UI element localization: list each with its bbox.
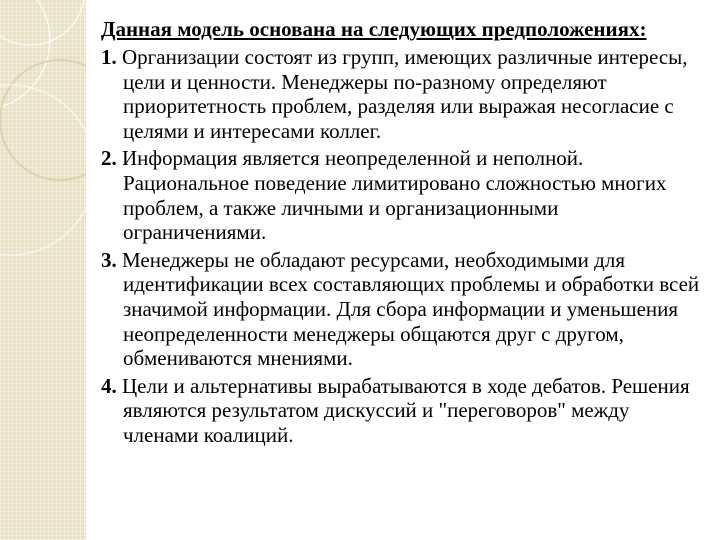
slide-content <box>101 17 706 448</box>
list-item <box>101 146 706 244</box>
item-text: Цели и альтернативы вырабатываются в ходе дебатов. Решения являются результатом дискуссий и "переговоров" между членами коалиций. <box>116 373 690 447</box>
list-item <box>101 248 706 371</box>
item-number: 3. <box>101 247 117 272</box>
decorative-side-panel <box>0 0 86 540</box>
list-item <box>101 374 706 448</box>
item-number: 4. <box>101 373 117 398</box>
item-text: Информация является неопределенной и неполной. Рациональное поведение лимитировано сложностью многих проблем, а также личными и организационными ограничениями. <box>116 146 667 245</box>
item-number: 1. <box>101 45 117 69</box>
slide-title: Данная модель основана на следующих предположениях: <box>101 17 647 41</box>
decorative-circles <box>0 0 86 540</box>
item-text: Менеджеры не обладают ресурсами, необходимыми для идентификации всех составляющих проблемы и обработки всей значимой информации. Для сбора информации и уменьшения неопределенности менеджеры общаются друг с другом, обмениваются мнениями. <box>116 247 700 371</box>
list-item <box>101 45 706 143</box>
item-text: Организации состоят из групп, имеющих различные интересы, цели и ценности. Менеджеры по-разному определяют приоритетность проблем, разделяя или выражая несогласие с целями и интересами коллег. <box>116 45 688 143</box>
item-number: 2. <box>101 146 117 171</box>
